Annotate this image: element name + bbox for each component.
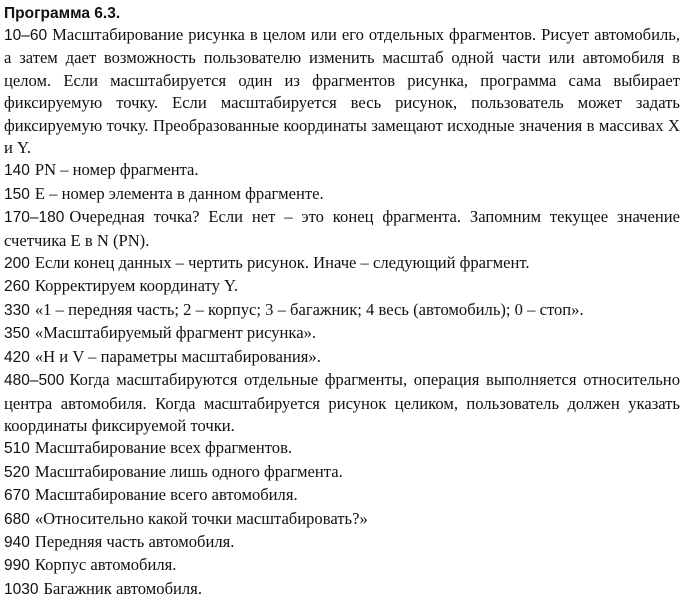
note-entry-520	[4, 461, 680, 484]
note-text: Корпус автомобиля.	[34, 555, 177, 575]
line-number: 150	[4, 185, 30, 203]
note-text: Когда масштабируются отдельные фрагменты, операция выполняется относительно центра автомобиля. Когда масштабируется рисунок целиком, пользователь должен указать координаты фиксируемой точки.	[4, 370, 680, 435]
line-number: 1030	[4, 580, 39, 598]
note-text: Корректируем координату Y.	[34, 276, 239, 296]
program-notes	[4, 24, 680, 601]
note-entry-670	[4, 484, 680, 507]
note-text: PN – номер фрагмента.	[34, 160, 199, 180]
line-number: 330	[4, 301, 30, 319]
line-number: 990	[4, 557, 30, 575]
note-text: Масштабирование всех фрагментов.	[34, 438, 293, 458]
note-entry-200	[4, 252, 680, 275]
note-entry-170-180	[4, 206, 680, 252]
note-entry-330	[4, 299, 680, 322]
line-number: 170–180	[4, 209, 65, 227]
note-entry-480-500	[4, 369, 680, 437]
line-number: 670	[4, 487, 30, 505]
line-number: 520	[4, 463, 30, 481]
line-number: 680	[4, 510, 30, 528]
note-text: «Относительно какой точки масштабировать?»	[34, 508, 368, 528]
note-text: Багажник автомобиля.	[43, 578, 202, 598]
note-text: «H и V – параметры масштабирования».	[34, 346, 321, 366]
note-text: Передняя часть автомобиля.	[34, 531, 235, 551]
note-entry-1030	[4, 578, 680, 601]
line-number: 480–500	[4, 372, 65, 390]
line-number: 10–60	[4, 27, 48, 44]
note-text: E – номер элемента в данном фрагменте.	[34, 183, 324, 203]
note-entry-940	[4, 531, 680, 554]
note-entry-510	[4, 437, 680, 460]
note-text: Масштабирование всего автомобиля.	[34, 485, 298, 505]
note-entry-350	[4, 322, 680, 345]
note-text: Масштабирование рисунка в целом или его отдельных фрагментов. Рисует автомобиль, а затем дает возможность пользователю изменить масштаб одной части или автомобиля в целом. Если масштабируется один из фрагментов рисунка, программа сама выбирает фиксируемую точку. Если масштабируется весь рисунок, пользователь может задать фиксируемую точку. Преобразованные координаты замещают исходные значения в массивах X и Y.	[4, 25, 680, 158]
line-number: 140	[4, 162, 30, 180]
line-number: 260	[4, 278, 30, 296]
note-text: Очередная точка? Если нет – это конец фрагмента. Запомним текущее значение счетчика E в N (PN).	[4, 207, 680, 250]
line-number: 350	[4, 325, 30, 343]
note-entry-990	[4, 554, 680, 577]
note-text: Масштабирование лишь одного фрагмента.	[34, 461, 343, 481]
line-number: 420	[4, 348, 30, 366]
note-entry-680	[4, 508, 680, 531]
line-number: 940	[4, 533, 30, 551]
program-title: Программа 6.3.	[4, 5, 121, 22]
note-text: «Масштабируемый фрагмент рисунка».	[34, 323, 317, 343]
note-entry-260	[4, 275, 680, 298]
note-text: «1 – передняя часть; 2 – корпус; 3 – багажник; 4 весь (автомобиль); 0 – стоп».	[34, 299, 584, 319]
line-number: 510	[4, 440, 30, 458]
line-number: 200	[4, 255, 30, 273]
note-entry-140	[4, 159, 680, 182]
note-text: Если конец данных – чертить рисунок. Иначе – следующий фрагмент.	[34, 253, 530, 273]
note-entry-150	[4, 183, 680, 206]
note-entry-420	[4, 346, 680, 369]
note-entry-10-60	[4, 24, 680, 159]
